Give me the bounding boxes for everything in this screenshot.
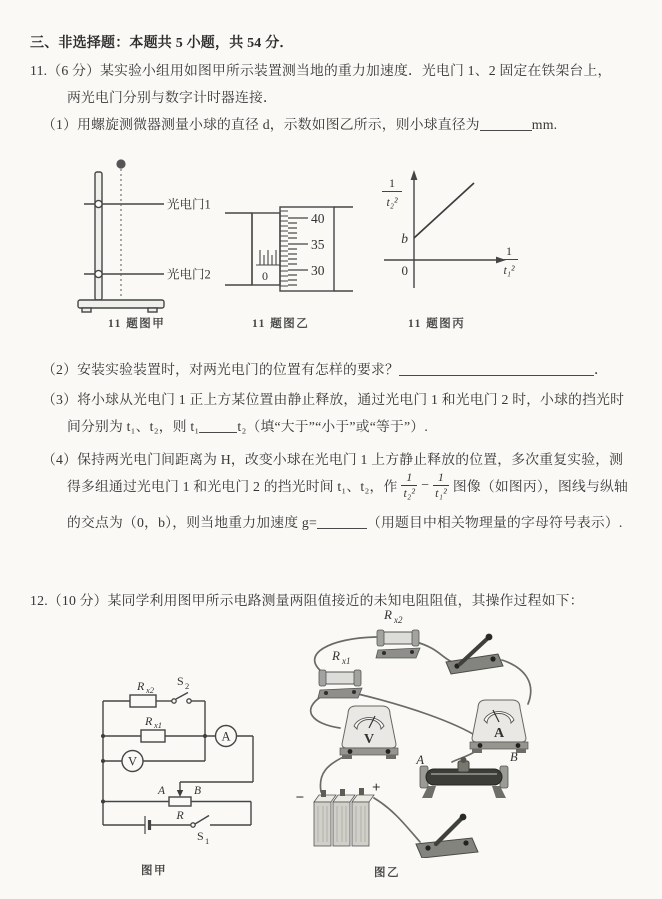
q11-part4-text-post: 图像（如图丙），图线与纵轴 <box>452 479 628 495</box>
figure-11-yi-micrometer <box>222 186 362 314</box>
thimble-number-ticks <box>288 218 308 285</box>
svg-text:x1: x1 <box>342 656 351 666</box>
intercept-label: b <box>401 231 408 246</box>
q11-part3-blank <box>199 419 237 433</box>
figure-11-yi-caption: 11 题图乙 <box>252 318 310 330</box>
circuit-slider-a-label: A <box>157 785 165 797</box>
q11-part3-text-pre: 间分别为 t₁、t₂，则 t₁ <box>67 419 200 434</box>
q11-part3-line1: （3）将小球从光电门 1 正上方某位置由静止释放，通过光电门 1 和光电门 2 时，小球的挡光时 <box>42 392 625 407</box>
q12-stem: 12.（10 分）某同学利用图甲所示电路测量两阻值接近的未知电阻阻值，其操作过程如下： <box>30 593 584 608</box>
ammeter-illustration <box>470 700 528 753</box>
photogate1-label: 光电门1 <box>167 197 211 212</box>
graph-data-line <box>414 183 474 238</box>
q11-part2-text: （2）安装实验装置时，对两光电门的位置有怎样的要求？ <box>42 362 400 377</box>
figure-12-yi-caption: 图乙 <box>374 867 400 879</box>
q11-part2-line <box>42 358 608 378</box>
q11-part1-unit: mm. <box>531 117 558 132</box>
q11-part1-line <box>42 113 557 133</box>
photo-rx1-label: R <box>332 648 340 663</box>
figure-12-jia-caption: 图甲 <box>141 865 167 877</box>
svg-text:1: 1 <box>205 836 210 846</box>
rx1-resistor-illustration <box>318 670 362 698</box>
figure-11-jia-caption: 11 题图甲 <box>108 318 166 330</box>
photo-end-a-label: A <box>416 753 424 767</box>
circuit-slider-b-label: B <box>194 785 202 797</box>
minus-sign: − <box>421 477 430 493</box>
circuit-voltmeter-label: V <box>127 754 138 769</box>
svg-text:x2: x2 <box>394 615 403 625</box>
q11-part4-line1: （4）保持两光电门间距离为 H，改变小球在光电门 1 上方静止释放的位置，多次重复实验，测 <box>42 452 624 467</box>
q11-part4-text-pre: 得多组通过光电门 1 和光电门 2 的挡光时间 t₁、t₂，作 <box>67 479 398 495</box>
ball-icon <box>116 159 125 168</box>
svg-text:t₁²: t₁² <box>503 263 515 277</box>
photogate2-label: 光电门2 <box>167 267 211 282</box>
photo-end-b-label: B <box>510 750 518 764</box>
svg-text:t₂²: t₂² <box>386 195 398 209</box>
rx2-resistor-illustration <box>376 630 420 658</box>
q11-part4-blank <box>317 515 367 529</box>
circuit-junction-dots <box>101 734 207 804</box>
q11-part1-text: （1）用螺旋测微器测量小球的直径 d，示数如图乙所示，则小球直径为 <box>42 117 480 132</box>
circuit-rx1-label: R <box>145 714 153 728</box>
y-axis-arrow-icon <box>411 170 418 180</box>
circuit-ammeter-label: A <box>221 729 231 744</box>
svg-text:x1: x1 <box>154 720 163 730</box>
q11-part4-text3-pre: 的交点为（0，b），则当地重力加速度 g= <box>67 515 317 530</box>
circuit-s2-label: S <box>177 674 184 688</box>
fraction-one-over-t2-squared: $\frac{1}{\text{t₂²}}$ <box>403 470 416 500</box>
q11-part1-blank <box>480 117 532 131</box>
knife-switch-bottom-illustration <box>416 814 478 858</box>
q11-stem-line1: 11.（6 分）某实验小组用如图甲所示装置测当地的重力加速度．光电门 1、2 固定在铁架台上， <box>30 63 612 78</box>
voltmeter-illustration <box>340 706 398 759</box>
svg-text:1: 1 <box>506 244 512 258</box>
svg-text:x2: x2 <box>146 685 155 695</box>
q11-stem-line2: 两光电门分别与数字计时器连接． <box>67 90 277 105</box>
svg-text:2: 2 <box>185 681 190 691</box>
photo-voltmeter-label: V <box>363 732 375 747</box>
battery-plus-label: + <box>372 780 381 796</box>
figure-11-jia-stand <box>66 156 236 316</box>
q11-part3-line2 <box>67 415 428 435</box>
y-axis-label <box>382 176 402 209</box>
thimble-35-label: 35 <box>311 237 325 252</box>
circuit-rheostat-label: R <box>176 808 184 822</box>
rheostat-illustration <box>420 757 508 798</box>
thimble-30-label: 30 <box>311 263 325 278</box>
q11-part4-line3 <box>67 511 623 531</box>
svg-text:1: 1 <box>389 176 395 190</box>
q11-part4-line2 <box>67 471 628 499</box>
figure-11-bing-caption: 11 题图丙 <box>408 318 466 330</box>
figure-11-bing-graph <box>368 156 520 301</box>
section-header: 三、非选择题：本题共 5 小题，共 54 分． <box>30 36 294 51</box>
slider-arrow-icon <box>177 790 183 797</box>
sleeve-scale <box>256 250 280 265</box>
figure-12-jia-circuit <box>85 653 270 855</box>
battery-illustration <box>314 788 374 846</box>
thimble-40-label: 40 <box>311 211 325 226</box>
circuit-rx2-label: R <box>137 679 145 693</box>
battery-minus-label: − <box>295 790 304 806</box>
fraction-one-over-t1-squared: $\frac{1}{\text{t₁²}}$ <box>435 470 447 500</box>
q11-part2-period: ． <box>594 362 609 377</box>
photo-rx2-label: R <box>384 607 392 622</box>
thimble-ratchet-ticks <box>280 211 288 286</box>
q11-part4-text3-post: （用题目中相关物理量的字母符号表示）. <box>366 515 623 530</box>
q11-part2-blank <box>399 362 594 376</box>
circuit-s1-label: S <box>197 829 204 843</box>
figure-12-yi-equipment-photo <box>288 606 655 858</box>
sleeve-zero-label: 0 <box>262 269 268 283</box>
stand-structure <box>78 169 164 312</box>
photo-ammeter-label: A <box>493 726 505 741</box>
q11-part3-text-post: t₂（填“大于”“小于”或“等于”）. <box>237 419 429 434</box>
origin-label: 0 <box>401 263 408 278</box>
knife-switch-top-illustration <box>446 634 503 674</box>
